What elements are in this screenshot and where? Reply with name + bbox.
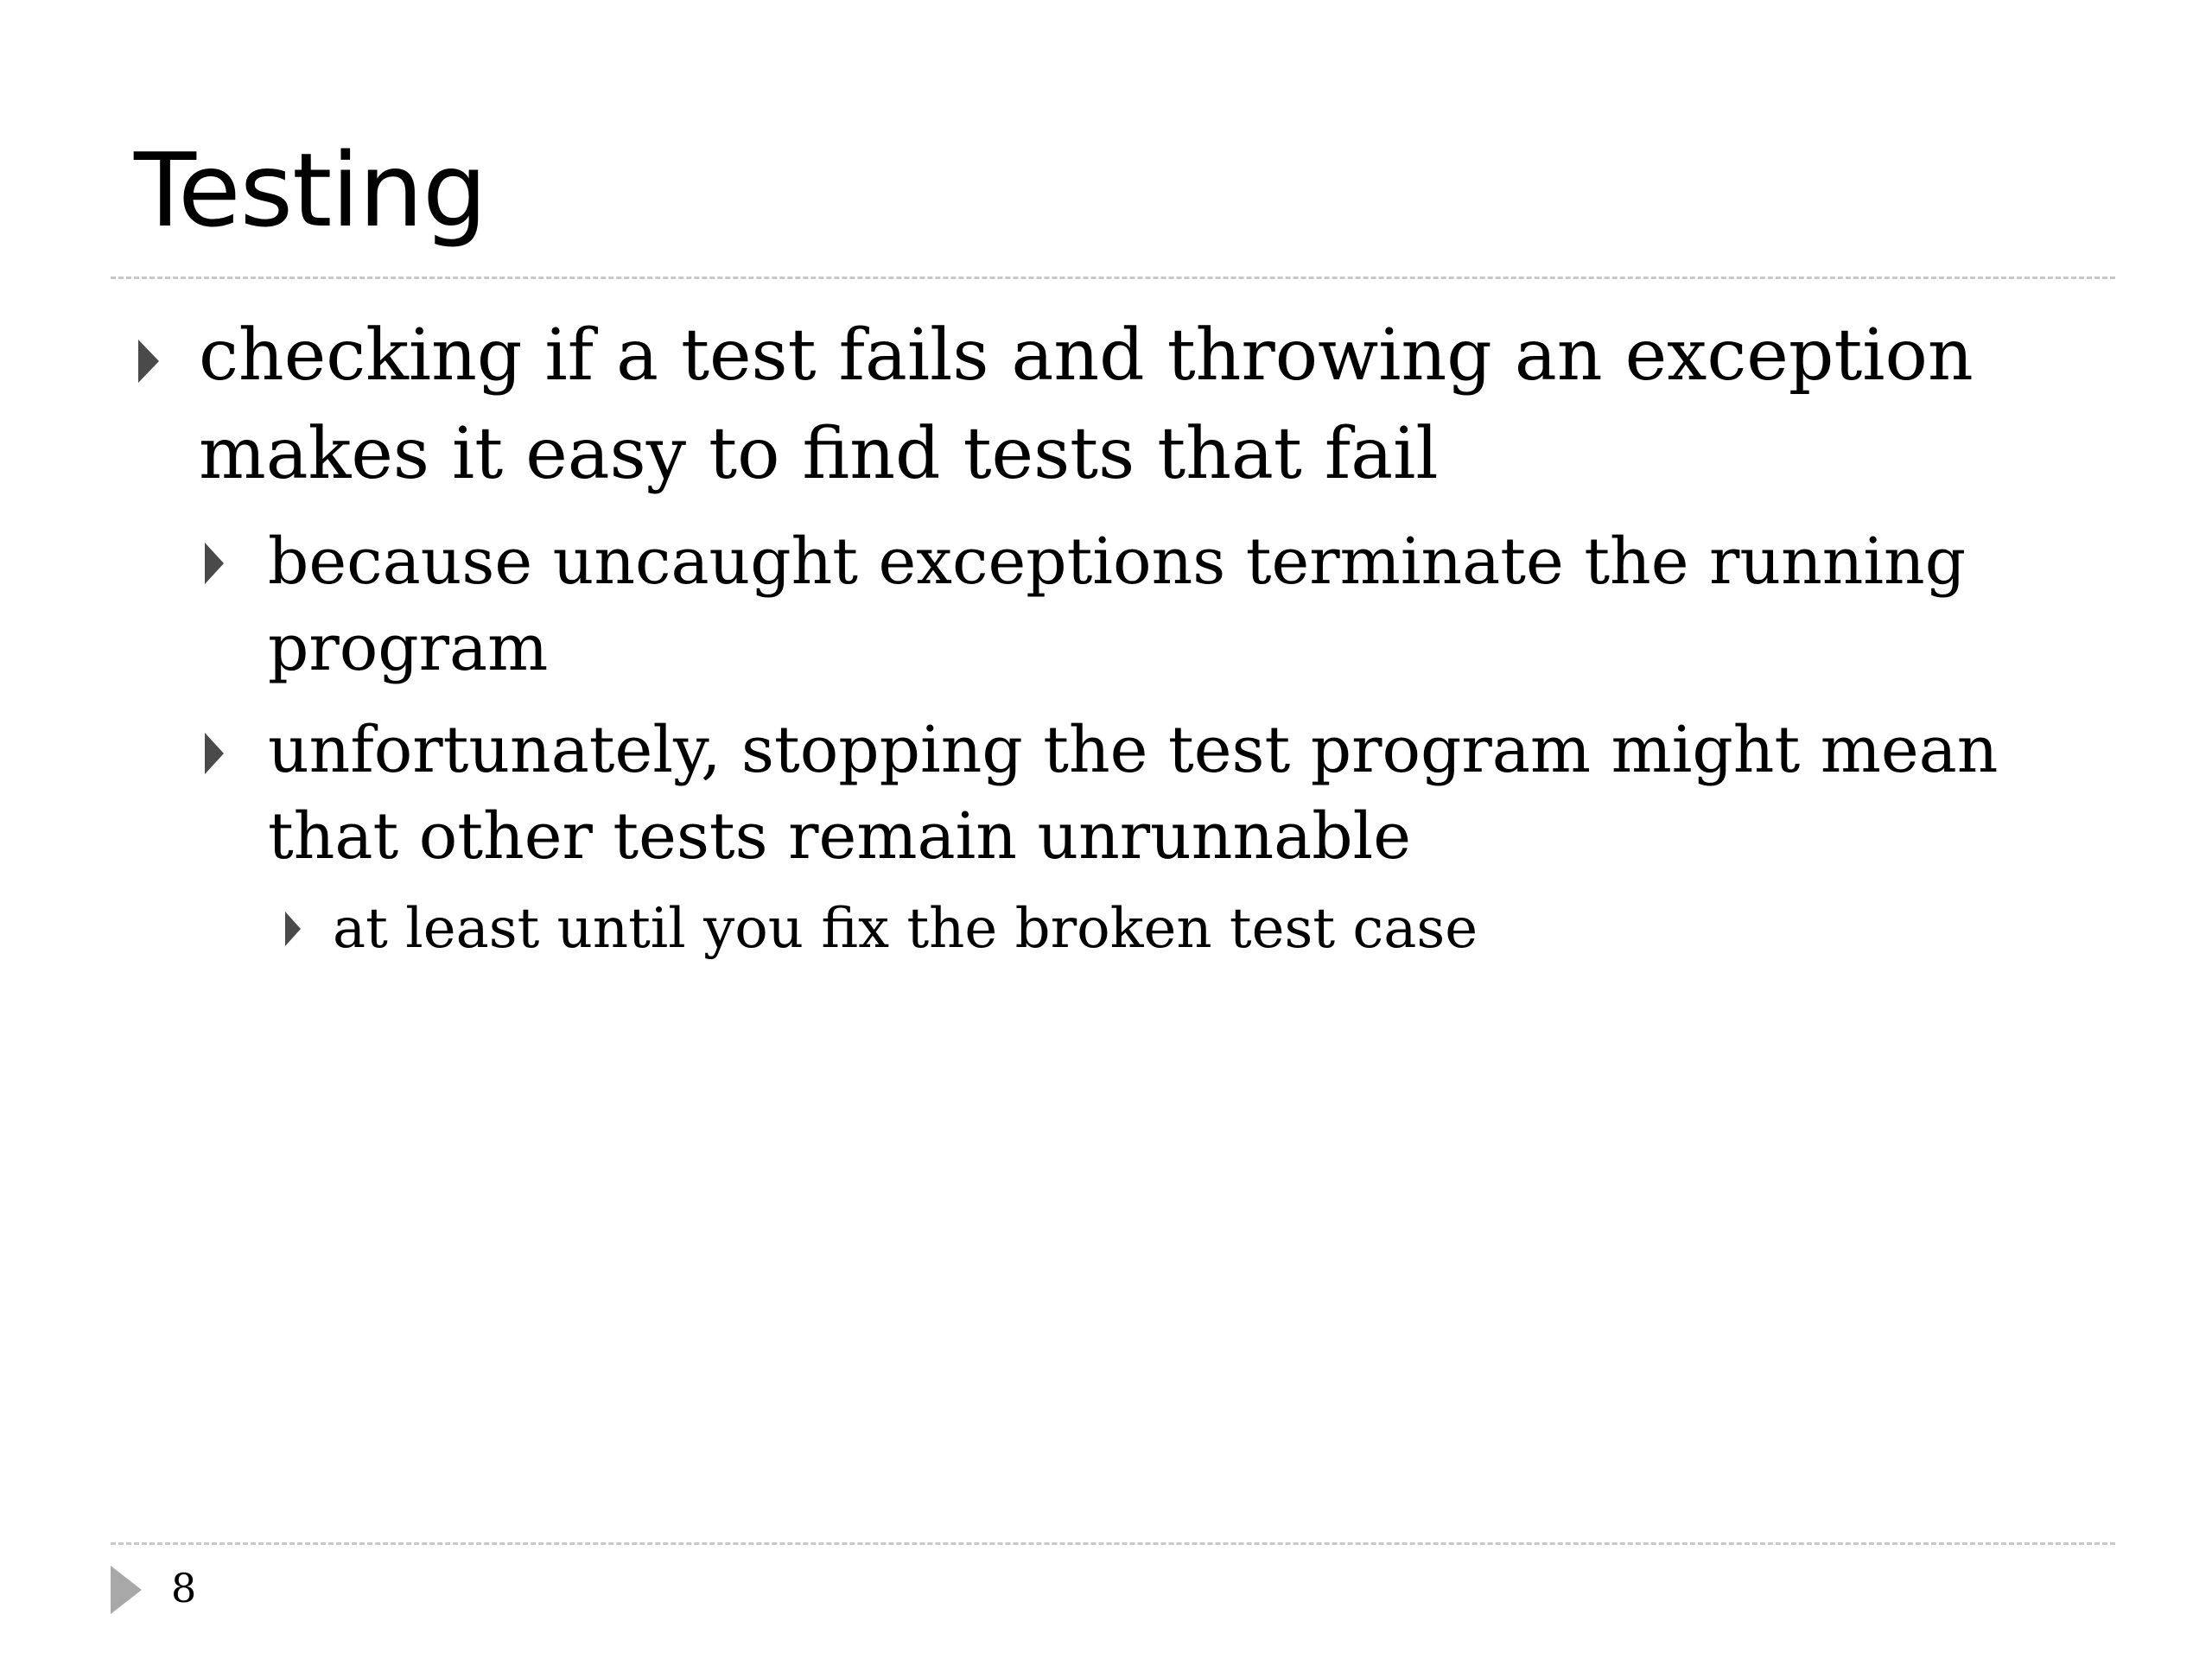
bullet-text: checking if a test fails and throwing an exception makes it easy to find tests that fail xyxy=(199,315,1974,495)
footer-triangle-icon xyxy=(111,1566,142,1614)
footer-divider xyxy=(111,1542,2115,1545)
slide-title: Testing xyxy=(134,130,486,250)
bullet-text: because uncaught exceptions terminate the running program xyxy=(268,524,1967,685)
triangle-right-icon xyxy=(285,912,301,946)
bullet-text: at least until you fix the broken test case xyxy=(333,897,1478,961)
triangle-right-icon xyxy=(138,340,159,383)
bullet-text: unfortunately, stopping the test program might mean that other tests remain unrunnable xyxy=(268,713,1999,874)
title-divider xyxy=(111,276,2115,279)
triangle-right-icon xyxy=(205,543,224,584)
page-number: 8 xyxy=(171,1565,197,1611)
triangle-right-icon xyxy=(205,733,224,774)
